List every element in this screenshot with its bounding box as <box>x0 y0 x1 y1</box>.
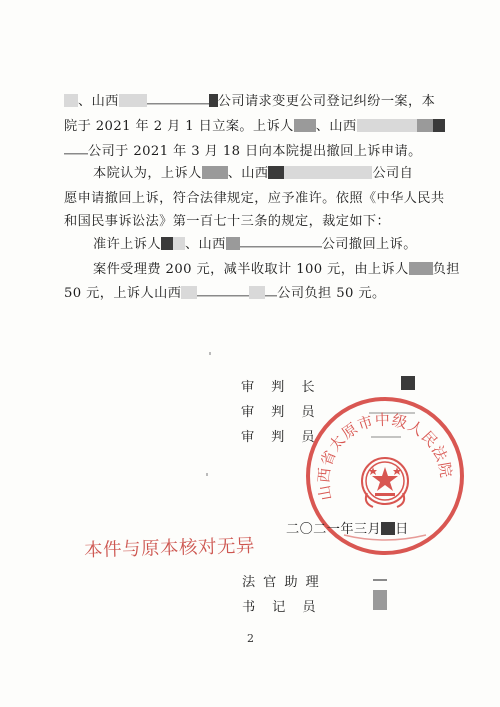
svg-text:山西省太原市中级人民法院: 山西省太原市中级人民法院 <box>314 410 456 502</box>
judge-assistant-label: 法官助理 <box>242 575 327 590</box>
redacted-name <box>357 119 417 132</box>
clerk-name-redacted <box>373 590 387 610</box>
para2-line2: 愿申请撤回上诉，符合法律规定，应予准许。依照《中华人民共 <box>64 191 445 206</box>
para2-line1: 本院认为，上诉人 、山西 公司自 <box>93 166 414 181</box>
redacted-name <box>119 94 147 107</box>
redacted-name <box>249 286 265 299</box>
redacted-name <box>226 237 240 250</box>
presiding-judge-label: 审判长 <box>241 380 332 395</box>
redacted-name <box>202 166 228 179</box>
certification-stamp: 本件与原本核对无异 <box>83 535 256 562</box>
redacted-name <box>284 166 372 179</box>
fee-line2: 50 元，上诉人山西 公司负担 50 元。 <box>64 286 386 301</box>
redacted-name <box>209 94 218 107</box>
scan-speck <box>209 352 211 355</box>
clerk-label: 书记员 <box>242 600 333 615</box>
page-number: 2 <box>247 632 254 645</box>
redacted-name <box>433 119 445 132</box>
ruling-line: 准许上诉人 、山西 公司撤回上诉。 <box>93 237 417 252</box>
para2-line3: 和国民事诉讼法》第一百七十三条的规定，裁定如下： <box>64 214 391 229</box>
ruling-date: 二〇二一年三月 日 <box>286 522 409 537</box>
redacted-name <box>64 144 88 157</box>
para1-line1: 、山西 公司请求变更公司登记纠纷一案，本 <box>64 94 435 110</box>
judge2-label: 审判员 <box>241 430 332 445</box>
redacted-name <box>240 237 322 250</box>
redacted-name <box>173 237 185 250</box>
para1-line2: 院于 2021 年 2 月 1 日立案。上诉人 、山西 <box>64 119 445 135</box>
redacted-name <box>181 286 197 299</box>
presiding-judge-name-redacted <box>401 376 415 390</box>
redacted-name <box>409 262 433 275</box>
para1-line3: 公司于 2021 年 3 月 18 日向本院提出撤回上诉申请。 <box>64 144 422 160</box>
redacted-name <box>64 94 78 107</box>
redacted-date <box>381 522 395 535</box>
scan-speck <box>206 473 208 476</box>
redacted-name <box>197 286 249 299</box>
redacted-name <box>294 119 316 132</box>
fee-line1: 案件受理费 200 元，减半收取计 100 元，由上诉人 负担 <box>93 262 460 277</box>
redacted-name <box>265 286 277 299</box>
judge-assistant-name-redacted <box>373 565 387 585</box>
redacted-name <box>417 119 433 132</box>
redacted-name <box>147 94 209 107</box>
redacted-name <box>268 166 284 179</box>
redacted-name <box>161 237 173 250</box>
judge1-label: 审判员 <box>241 405 332 420</box>
